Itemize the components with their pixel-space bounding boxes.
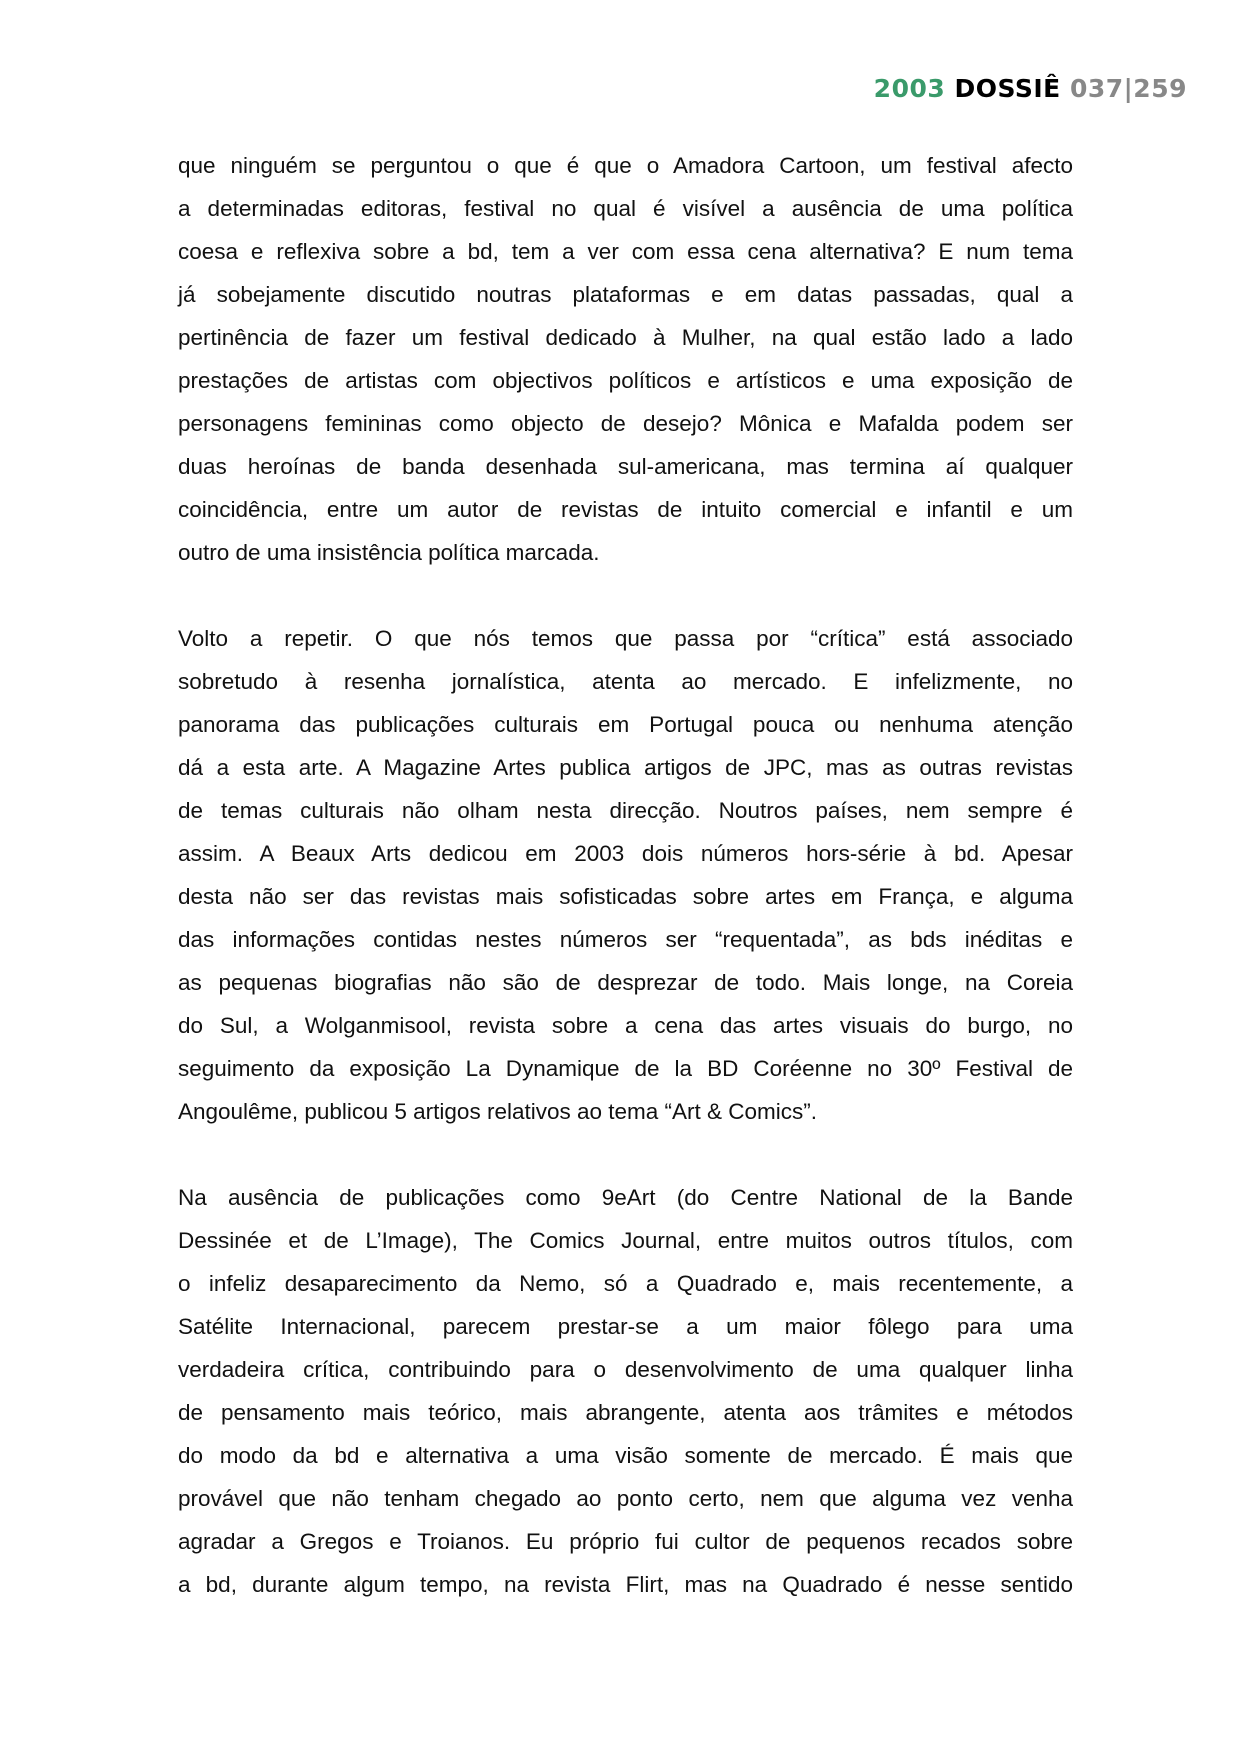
paragraph — [178, 1176, 1073, 1606]
text-line: coincidência, entre um autor de revistas de intuito comercial e infantil e um — [178, 497, 1073, 522]
text-line: personagens femininas como objecto de desejo? Mônica e Mafalda podem ser — [178, 411, 1073, 436]
running-header — [874, 74, 1187, 103]
text-line: que ninguém se perguntou o que é que o Amadora Cartoon, um festival afecto — [178, 153, 1073, 178]
text-line: sobretudo à resenha jornalística, atenta ao mercado. E infelizmente, no — [178, 669, 1073, 694]
text-line: pertinência de fazer um festival dedicado à Mulher, na qual estão lado a lado — [178, 325, 1073, 350]
text-line: as pequenas biografias não são de desprezar de todo. Mais longe, na Coreia — [178, 970, 1073, 995]
text-line: do Sul, a Wolganmisool, revista sobre a cena das artes visuais do burgo, no — [178, 1013, 1073, 1038]
text-line: de temas culturais não olham nesta direcção. Noutros países, nem sempre é — [178, 798, 1073, 823]
text-line: duas heroínas de banda desenhada sul-americana, mas termina aí qualquer — [178, 454, 1073, 479]
text-line: o infeliz desaparecimento da Nemo, só a Quadrado e, mais recentemente, a — [178, 1271, 1073, 1296]
text-line: Angoulême, publicou 5 artigos relativos ao tema “Art & Comics”. — [178, 1099, 818, 1124]
text-line: Satélite Internacional, parecem prestar-se a um maior fôlego para uma — [178, 1314, 1073, 1339]
text-line: coesa e reflexiva sobre a bd, tem a ver com essa cena alternativa? E num tema — [178, 239, 1073, 264]
header-title: DOSSIÊ — [954, 74, 1061, 103]
text-line: desta não ser das revistas mais sofisticadas sobre artes em França, e alguma — [178, 884, 1073, 909]
article-body — [178, 144, 1073, 1649]
text-line: agradar a Gregos e Troianos. Eu próprio fui cultor de pequenos recados sobre — [178, 1529, 1073, 1554]
text-line: assim. A Beaux Arts dedicou em 2003 dois números hors-série à bd. Apesar — [178, 841, 1073, 866]
text-line: Volto a repetir. O que nós temos que passa por “crítica” está associado — [178, 626, 1073, 651]
text-line: de pensamento mais teórico, mais abrangente, atenta aos trâmites e métodos — [178, 1400, 1073, 1425]
text-line: dá a esta arte. A Magazine Artes publica artigos de JPC, mas as outras revistas — [178, 755, 1073, 780]
text-line: das informações contidas nestes números ser “requentada”, as bds inéditas e — [178, 927, 1073, 952]
text-line: do modo da bd e alternativa a uma visão somente de mercado. É mais que — [178, 1443, 1073, 1468]
paragraph — [178, 617, 1073, 1133]
header-page-number: 037|259 — [1069, 74, 1187, 103]
text-line: a determinadas editoras, festival no qual é visível a ausência de uma política — [178, 196, 1073, 221]
text-line: a bd, durante algum tempo, na revista Flirt, mas na Quadrado é nesse sentido — [178, 1572, 1073, 1597]
text-line: outro de uma insistência política marcada. — [178, 540, 600, 565]
text-line: verdadeira crítica, contribuindo para o desenvolvimento de uma qualquer linha — [178, 1357, 1073, 1382]
paragraph — [178, 144, 1073, 574]
header-year: 2003 — [873, 74, 946, 103]
text-line: Na ausência de publicações como 9eArt (do Centre National de la Bande — [178, 1185, 1073, 1210]
text-line: seguimento da exposição La Dynamique de la BD Coréenne no 30º Festival de — [178, 1056, 1073, 1081]
text-line: já sobejamente discutido noutras plataformas e em datas passadas, qual a — [178, 282, 1073, 307]
text-line: provável que não tenham chegado ao ponto certo, nem que alguma vez venha — [178, 1486, 1073, 1511]
text-line: Dessinée et de L’Image), The Comics Journal, entre muitos outros títulos, com — [178, 1228, 1073, 1253]
text-line: prestações de artistas com objectivos políticos e artísticos e uma exposição de — [178, 368, 1073, 393]
text-line: panorama das publicações culturais em Portugal pouca ou nenhuma atenção — [178, 712, 1073, 737]
